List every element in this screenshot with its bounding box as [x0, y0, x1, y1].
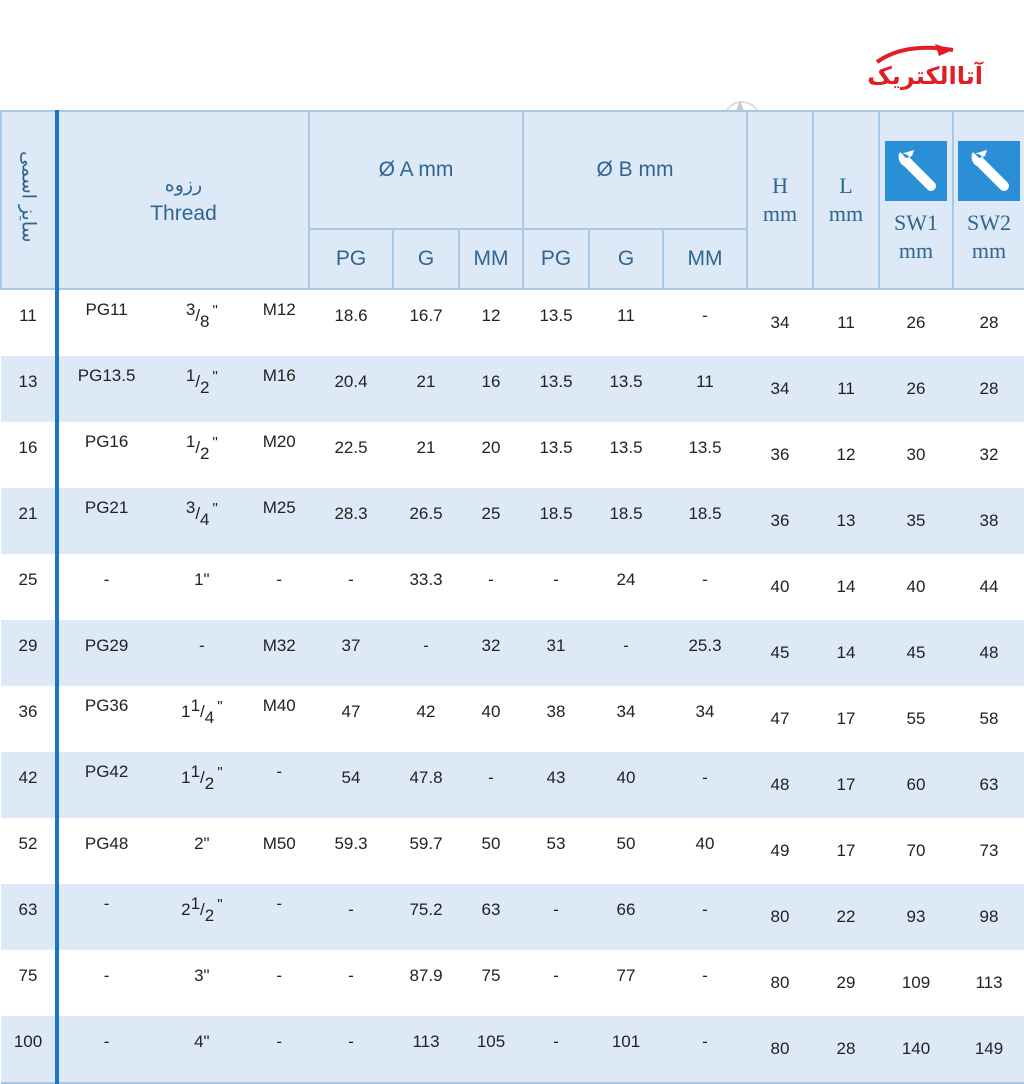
cell-b_mm: 40 [663, 818, 747, 884]
fraction-slash: / [195, 438, 201, 457]
cell-thread [57, 686, 309, 752]
cell-l: 17 [813, 752, 879, 818]
cell-b_g: 18.5 [589, 488, 663, 554]
thread-metric: M50 [262, 834, 296, 853]
table-row [1, 554, 1024, 620]
thread-metric: M40 [262, 696, 296, 715]
cell-a_mm: - [459, 554, 523, 620]
cell-a_pg: - [309, 950, 393, 1016]
cell-sw2: 58 [953, 686, 1024, 752]
cell-a_mm: 32 [459, 620, 523, 686]
cell-b_pg: 13.5 [523, 289, 589, 356]
cell-size: 25 [1, 554, 57, 620]
thread-metric: M25 [262, 498, 296, 517]
cell-sw2: 149 [953, 1016, 1024, 1083]
cell-sw2: 44 [953, 554, 1024, 620]
cell-size: 29 [1, 620, 57, 686]
cell-b_g: 34 [589, 686, 663, 752]
cell-sw2: 28 [953, 356, 1024, 422]
table-row [1, 1016, 1024, 1083]
fraction-slash: / [200, 768, 205, 787]
thread-inch [154, 696, 249, 728]
cell-b_pg: 53 [523, 818, 589, 884]
cell-sw1: 93 [879, 884, 953, 950]
thread-inch [154, 762, 249, 794]
cell-l: 17 [813, 818, 879, 884]
cell-a_g: - [393, 620, 459, 686]
cell-b_mm: 13.5 [663, 422, 747, 488]
inch-denominator: 2 [204, 906, 215, 925]
cell-sw1: 70 [879, 818, 953, 884]
thread-pg: PG36 [84, 696, 129, 715]
inch-numerator: 1 [185, 432, 196, 451]
cell-size: 21 [1, 488, 57, 554]
cell-a_pg: 54 [309, 752, 393, 818]
cell-b_mm: - [663, 554, 747, 620]
thread-metric: - [276, 762, 283, 781]
cell-b_g: 50 [589, 818, 663, 884]
cell-size: 11 [1, 289, 57, 356]
cell-b_mm: 25.3 [663, 620, 747, 686]
cell-thread [57, 356, 309, 422]
h-header [747, 111, 813, 289]
cell-a_pg: 28.3 [309, 488, 393, 554]
table-row [1, 488, 1024, 554]
b-g-header: G [589, 229, 663, 289]
cell-l: 17 [813, 686, 879, 752]
cell-sw1: 40 [879, 554, 953, 620]
cell-thread [57, 620, 309, 686]
cell-a_g: 87.9 [393, 950, 459, 1016]
cell-a_g: 26.5 [393, 488, 459, 554]
table-row [1, 620, 1024, 686]
cell-a_mm: 25 [459, 488, 523, 554]
sw2-label: SW2 [967, 210, 1012, 235]
table-row [1, 884, 1024, 950]
cell-h: 36 [747, 422, 813, 488]
thread-inch [154, 300, 249, 332]
a-mm-header: MM [459, 229, 523, 289]
cell-thread [57, 752, 309, 818]
cell-b_pg: 18.5 [523, 488, 589, 554]
table-row [1, 818, 1024, 884]
inch-numerator: 1 [190, 762, 201, 781]
inch-numerator: 1 [190, 894, 201, 913]
cell-b_pg: 13.5 [523, 422, 589, 488]
cell-l: 11 [813, 289, 879, 356]
cell-h: 49 [747, 818, 813, 884]
inch-mark: " [212, 434, 218, 451]
spec-table [0, 110, 1024, 1084]
cell-sw2: 63 [953, 752, 1024, 818]
cell-a_mm: 16 [459, 356, 523, 422]
cell-b_g: 24 [589, 554, 663, 620]
b-mm-header: MM [663, 229, 747, 289]
cell-a_g: 59.7 [393, 818, 459, 884]
thread-inch: 3" [194, 966, 210, 985]
thread-header [57, 111, 309, 289]
cell-a_mm: 50 [459, 818, 523, 884]
cell-sw1: 35 [879, 488, 953, 554]
cell-thread [57, 950, 309, 1016]
l-unit: mm [828, 201, 864, 226]
cell-b_g: 40 [589, 752, 663, 818]
cell-a_mm: 105 [459, 1016, 523, 1083]
cell-sw2: 32 [953, 422, 1024, 488]
cell-b_g: 101 [589, 1016, 663, 1083]
inch-whole: 2 [181, 900, 191, 919]
cell-size: 36 [1, 686, 57, 752]
cell-sw2: 113 [953, 950, 1024, 1016]
cell-a_mm: 20 [459, 422, 523, 488]
cell-b_pg: - [523, 1016, 589, 1083]
cell-a_g: 113 [393, 1016, 459, 1083]
inch-denominator: 8 [200, 312, 210, 331]
thread-inch: 2" [194, 834, 210, 853]
thread-pg: PG13.5 [77, 366, 136, 385]
thread-inch [154, 366, 249, 398]
thread-inch: - [199, 636, 205, 655]
cell-sw2: 98 [953, 884, 1024, 950]
cell-a_pg: 22.5 [309, 422, 393, 488]
cell-a_pg: 18.6 [309, 289, 393, 356]
thread-inch [154, 498, 249, 530]
cell-l: 29 [813, 950, 879, 1016]
cell-l: 12 [813, 422, 879, 488]
inch-denominator: 4 [200, 510, 210, 529]
cell-l: 11 [813, 356, 879, 422]
cell-h: 45 [747, 620, 813, 686]
cell-thread [57, 1016, 309, 1083]
cell-b_mm: - [663, 752, 747, 818]
cell-a_pg: - [309, 554, 393, 620]
cell-sw2: 48 [953, 620, 1024, 686]
cell-a_mm: 75 [459, 950, 523, 1016]
sw2-header [953, 111, 1024, 289]
cell-sw1: 26 [879, 356, 953, 422]
brand-name: آتاالکتریک [867, 62, 983, 90]
inch-numerator: 1 [190, 696, 201, 715]
thread-metric: M12 [262, 300, 296, 319]
cell-size: 42 [1, 752, 57, 818]
cell-size: 52 [1, 818, 57, 884]
cell-h: 34 [747, 356, 813, 422]
cell-sw1: 55 [879, 686, 953, 752]
cell-a_mm: 63 [459, 884, 523, 950]
inch-denominator: 4 [204, 708, 215, 727]
cell-b_mm: - [663, 950, 747, 1016]
inch-mark: " [217, 764, 223, 781]
inch-numerator: 1 [185, 366, 196, 385]
thread-inch: 4" [194, 1032, 210, 1051]
h-unit: mm [762, 201, 798, 226]
cell-size: 16 [1, 422, 57, 488]
cell-a_pg: 37 [309, 620, 393, 686]
cell-thread [57, 818, 309, 884]
cell-sw1: 109 [879, 950, 953, 1016]
cell-a_pg: 47 [309, 686, 393, 752]
thread-label-fa: رزوه [164, 174, 203, 196]
fraction-slash: / [200, 900, 205, 919]
cell-b_pg: - [523, 554, 589, 620]
inch-whole: 1 [181, 702, 191, 721]
cell-b_mm: - [663, 289, 747, 356]
cell-b_g: 13.5 [589, 422, 663, 488]
cell-size: 13 [1, 356, 57, 422]
cell-h: 40 [747, 554, 813, 620]
cell-thread [57, 422, 309, 488]
cell-a_pg: - [309, 1016, 393, 1083]
cell-b_pg: 38 [523, 686, 589, 752]
wrench-icon [885, 141, 947, 201]
sw1-header [879, 111, 953, 289]
cell-b_pg: 31 [523, 620, 589, 686]
table-body [1, 289, 1024, 1083]
a-header: Ø A mm [309, 111, 523, 229]
cell-l: 14 [813, 554, 879, 620]
cell-h: 80 [747, 884, 813, 950]
l-label: L [839, 173, 853, 198]
inch-numerator: 3 [185, 300, 196, 319]
thread-metric: - [276, 966, 283, 985]
cell-sw2: 73 [953, 818, 1024, 884]
wrench-icon [958, 141, 1020, 201]
cell-b_mm: - [663, 884, 747, 950]
cell-a_pg: 59.3 [309, 818, 393, 884]
cell-b_pg: - [523, 884, 589, 950]
cell-a_g: 21 [393, 422, 459, 488]
cell-l: 13 [813, 488, 879, 554]
cell-sw2: 38 [953, 488, 1024, 554]
cell-sw1: 140 [879, 1016, 953, 1083]
cell-l: 14 [813, 620, 879, 686]
thread-pg: PG29 [84, 636, 129, 655]
thread-pg: - [103, 966, 110, 985]
cell-a_g: 16.7 [393, 289, 459, 356]
cell-l: 22 [813, 884, 879, 950]
cell-sw1: 26 [879, 289, 953, 356]
cell-h: 47 [747, 686, 813, 752]
cell-h: 34 [747, 289, 813, 356]
cell-b_g: 66 [589, 884, 663, 950]
thread-metric: M20 [262, 432, 296, 451]
cell-a_g: 47.8 [393, 752, 459, 818]
cell-thread [57, 289, 309, 356]
sw2-unit: mm [971, 238, 1007, 263]
cell-a_mm: 12 [459, 289, 523, 356]
table-row [1, 356, 1024, 422]
cell-b_mm: 34 [663, 686, 747, 752]
cell-a_pg: 20.4 [309, 356, 393, 422]
cell-b_mm: - [663, 1016, 747, 1083]
cell-b_mm: 11 [663, 356, 747, 422]
sw1-label: SW1 [894, 210, 939, 235]
cell-h: 80 [747, 950, 813, 1016]
thread-inch [154, 894, 249, 926]
cell-b_g: 11 [589, 289, 663, 356]
table-row [1, 289, 1024, 356]
thread-pg: PG11 [85, 300, 128, 319]
fraction-slash: / [195, 372, 201, 391]
cell-b_pg: 13.5 [523, 356, 589, 422]
cell-a_g: 21 [393, 356, 459, 422]
inch-mark: " [212, 500, 218, 517]
thread-pg: PG16 [84, 432, 129, 451]
thread-pg: PG48 [84, 834, 129, 853]
a-pg-header: PG [309, 229, 393, 289]
cell-b_g: 77 [589, 950, 663, 1016]
inch-denominator: 2 [204, 774, 215, 793]
cell-size: 63 [1, 884, 57, 950]
thread-label-en: Thread [150, 202, 217, 225]
cell-size: 75 [1, 950, 57, 1016]
thread-metric: M32 [262, 636, 296, 655]
cell-thread [57, 488, 309, 554]
thread-metric: - [276, 894, 283, 913]
logo-swoosh-icon [875, 42, 955, 64]
inch-numerator: 3 [185, 498, 196, 517]
inch-mark: " [212, 302, 218, 319]
inch-mark: " [212, 368, 218, 385]
l-header [813, 111, 879, 289]
thread-pg: PG21 [84, 498, 129, 517]
brand-logo [835, 42, 983, 100]
size-label: سایز اسمی [17, 151, 40, 243]
fraction-slash: / [195, 306, 201, 325]
fraction-slash: / [200, 702, 205, 721]
thread-metric: - [276, 1032, 283, 1051]
cell-a_pg: - [309, 884, 393, 950]
thread-pg: - [103, 570, 110, 589]
inch-whole: 1 [181, 768, 191, 787]
cell-sw1: 30 [879, 422, 953, 488]
table-row [1, 752, 1024, 818]
inch-mark: " [217, 698, 223, 715]
cell-size: 100 [1, 1016, 57, 1083]
cell-a_mm: - [459, 752, 523, 818]
thread-metric: - [276, 570, 283, 589]
table-row [1, 686, 1024, 752]
inch-denominator: 2 [200, 444, 210, 463]
cell-a_g: 42 [393, 686, 459, 752]
cell-thread [57, 554, 309, 620]
cell-h: 48 [747, 752, 813, 818]
table-row [1, 422, 1024, 488]
cell-a_g: 33.3 [393, 554, 459, 620]
a-g-header: G [393, 229, 459, 289]
thread-pg: - [103, 894, 110, 913]
size-header [1, 111, 57, 289]
cell-b_g: 13.5 [589, 356, 663, 422]
thread-pg: - [103, 1032, 110, 1051]
cell-b_pg: - [523, 950, 589, 1016]
cell-h: 80 [747, 1016, 813, 1083]
fraction-slash: / [195, 504, 201, 523]
sw1-unit: mm [898, 238, 934, 263]
cell-a_mm: 40 [459, 686, 523, 752]
thread-metric: M16 [262, 366, 296, 385]
b-pg-header: PG [523, 229, 589, 289]
cell-sw2: 28 [953, 289, 1024, 356]
cell-a_g: 75.2 [393, 884, 459, 950]
thread-inch [154, 432, 249, 464]
inch-mark: " [217, 896, 223, 913]
thread-inch: 1" [194, 570, 210, 589]
cell-sw1: 60 [879, 752, 953, 818]
inch-denominator: 2 [200, 378, 210, 397]
cell-h: 36 [747, 488, 813, 554]
thread-pg: PG42 [84, 762, 129, 781]
cell-sw1: 45 [879, 620, 953, 686]
table-row [1, 950, 1024, 1016]
cell-b_pg: 43 [523, 752, 589, 818]
cell-thread [57, 884, 309, 950]
cell-b_mm: 18.5 [663, 488, 747, 554]
cell-l: 28 [813, 1016, 879, 1083]
b-header: Ø B mm [523, 111, 747, 229]
h-label: H [772, 173, 788, 198]
cell-b_g: - [589, 620, 663, 686]
